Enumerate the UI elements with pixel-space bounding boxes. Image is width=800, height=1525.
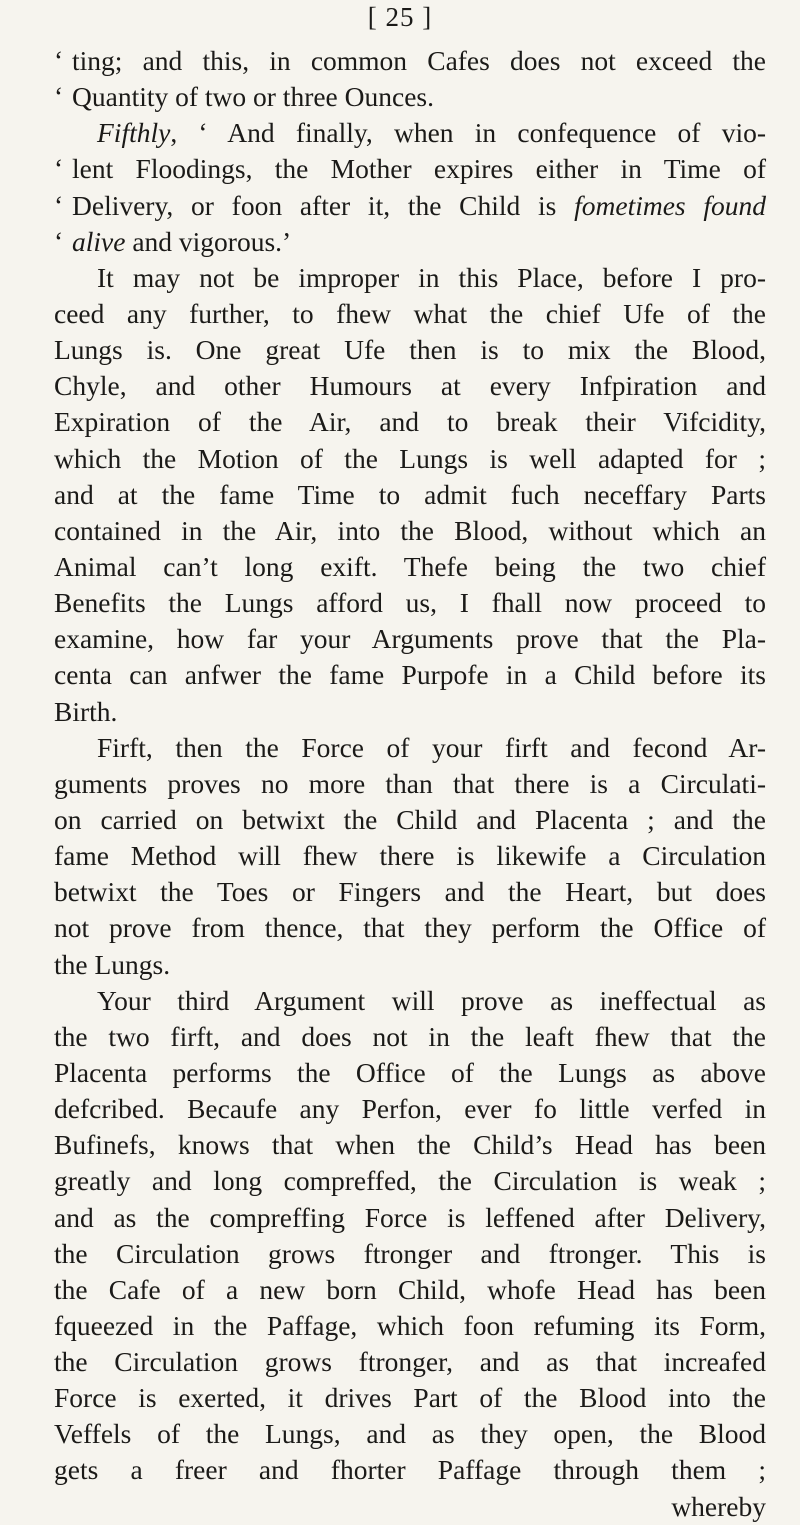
text-line xyxy=(54,1091,766,1127)
text-run: It may not be improper in this Place, before I pro- xyxy=(97,261,766,293)
text-line xyxy=(54,224,766,260)
text-line xyxy=(54,1236,766,1272)
text-run: examine, how far your Arguments prove that the Pla- xyxy=(54,623,766,655)
text-run: guments proves no more than that there is a Circulati- xyxy=(54,767,766,799)
text-run: lent Floodings, the Mother expires either in Time of xyxy=(72,153,766,185)
quote-mark: ‘ xyxy=(54,189,64,221)
text-run: Chyle, and other Humours at every Infpiration and xyxy=(54,370,766,402)
text-run: defcribed. Becaufe any Perfon, ever fo little verfed in xyxy=(54,1093,766,1125)
text-run: which the Motion of the Lungs is well adapted for ; xyxy=(54,442,766,474)
page-number: [ 25 ] xyxy=(367,2,433,32)
text-line xyxy=(54,260,766,296)
text-line xyxy=(54,1489,766,1525)
text-run: the Circulation grows ftronger and ftronger. This is xyxy=(54,1237,766,1269)
text-line xyxy=(54,983,766,1019)
text-run: and vigorous.’ xyxy=(125,225,292,257)
text-line xyxy=(54,188,766,224)
text-run: the Cafe of a new born Child, whofe Head has been xyxy=(54,1273,766,1305)
text-line xyxy=(54,1272,766,1308)
text-line xyxy=(54,1200,766,1236)
text-run: not prove from thence, that they perform the Office of xyxy=(54,912,766,944)
italic-text: fometimes found xyxy=(574,189,766,221)
text-run: centa can anfwer the fame Purpofe in a Child before its xyxy=(54,659,766,691)
text-line xyxy=(54,1344,766,1380)
text-run: Birth. xyxy=(54,695,118,727)
text-line xyxy=(54,332,766,368)
text-run: Veffels of the Lungs, and as they open, the Blood xyxy=(54,1418,766,1450)
text-line xyxy=(54,766,766,802)
text-run: Bufinefs, knows that when the Child’s Head has been xyxy=(54,1129,766,1161)
text-line xyxy=(54,1127,766,1163)
text-run: greatly and long compreffed, the Circulation is weak ; xyxy=(54,1165,766,1197)
text-line xyxy=(54,115,766,151)
text-line xyxy=(54,513,766,549)
text-line xyxy=(54,947,766,983)
text-run: betwixt the Toes or Fingers and the Heart, but does xyxy=(54,876,766,908)
text-line xyxy=(54,694,766,730)
text-run: on carried on betwixt the Child and Placenta ; and the xyxy=(54,803,766,835)
text-run: Quantity of two or three Ounces. xyxy=(72,81,434,113)
text-line xyxy=(54,549,766,585)
text-line xyxy=(54,368,766,404)
text-line xyxy=(54,1308,766,1344)
text-line xyxy=(54,296,766,332)
text-run: Delivery, or foon after it, the Child is xyxy=(72,189,575,221)
body-text xyxy=(54,43,766,1525)
text-line xyxy=(54,1055,766,1091)
text-run: the two firft, and does not in the leaft fhew that the xyxy=(54,1020,766,1052)
text-line xyxy=(54,477,766,513)
text-run: and as the compreffing Force is leffened after Delivery, xyxy=(54,1201,766,1233)
quote-mark: ‘ xyxy=(54,45,64,76)
text-line xyxy=(54,874,766,910)
text-run: the Circulation grows ftronger, and as that increafed xyxy=(54,1346,766,1378)
text-line xyxy=(54,585,766,621)
text-run: ceed any further, to fhew what the chief Ufe of the xyxy=(54,297,766,329)
text-line xyxy=(54,657,766,693)
text-run: Placenta performs the Office of the Lungs as above xyxy=(54,1056,766,1088)
text-run: Your third Argument will prove as ineffectual as xyxy=(97,984,766,1016)
text-line xyxy=(54,910,766,946)
text-run: and at the fame Time to admit fuch neceffary Parts xyxy=(54,478,766,510)
text-line xyxy=(54,730,766,766)
italic-text: alive xyxy=(72,225,126,257)
text-run: Lungs is. One great Ufe then is to mix the Blood, xyxy=(54,334,766,366)
text-line xyxy=(54,838,766,874)
text-run: , ‘ And finally, when in confequence of vio- xyxy=(170,117,766,149)
text-line xyxy=(54,1416,766,1452)
quote-mark: ‘ xyxy=(54,153,64,185)
text-line xyxy=(54,1163,766,1199)
text-line xyxy=(54,79,766,115)
text-run: Animal can’t long exift. Thefe being the two chief xyxy=(54,550,766,582)
text-line xyxy=(54,1380,766,1416)
text-run: ting; and this, in common Cafes does not exceed the xyxy=(72,45,766,76)
text-run: gets a freer and fhorter Paffage through them ; xyxy=(54,1454,766,1486)
text-run: Firft, then the Force of your firft and fecond Ar- xyxy=(97,731,766,763)
text-run: the Lungs. xyxy=(54,948,171,980)
quote-mark: ‘ xyxy=(54,81,64,113)
text-line xyxy=(54,1452,766,1488)
text-line xyxy=(54,441,766,477)
text-run: contained in the Air, into the Blood, without which an xyxy=(54,514,766,546)
text-run: whereby xyxy=(671,1490,766,1522)
text-line xyxy=(54,1019,766,1055)
text-line xyxy=(54,151,766,187)
text-run: fame Method will fhew there is likewife a Circulation xyxy=(54,840,766,872)
text-line xyxy=(54,404,766,440)
text-run: Force is exerted, it drives Part of the Blood into the xyxy=(54,1382,766,1414)
italic-text: Fifthly xyxy=(97,117,171,149)
text-line xyxy=(54,621,766,657)
text-run: Benefits the Lungs afford us, I fhall now proceed to xyxy=(54,587,766,619)
text-run: Expiration of the Air, and to break their Vifcidity, xyxy=(54,406,766,438)
text-line xyxy=(54,802,766,838)
text-run: fqueezed in the Paffage, which foon refuming its Form, xyxy=(54,1309,766,1341)
text-line xyxy=(54,43,766,79)
quote-mark: ‘ xyxy=(54,225,64,257)
